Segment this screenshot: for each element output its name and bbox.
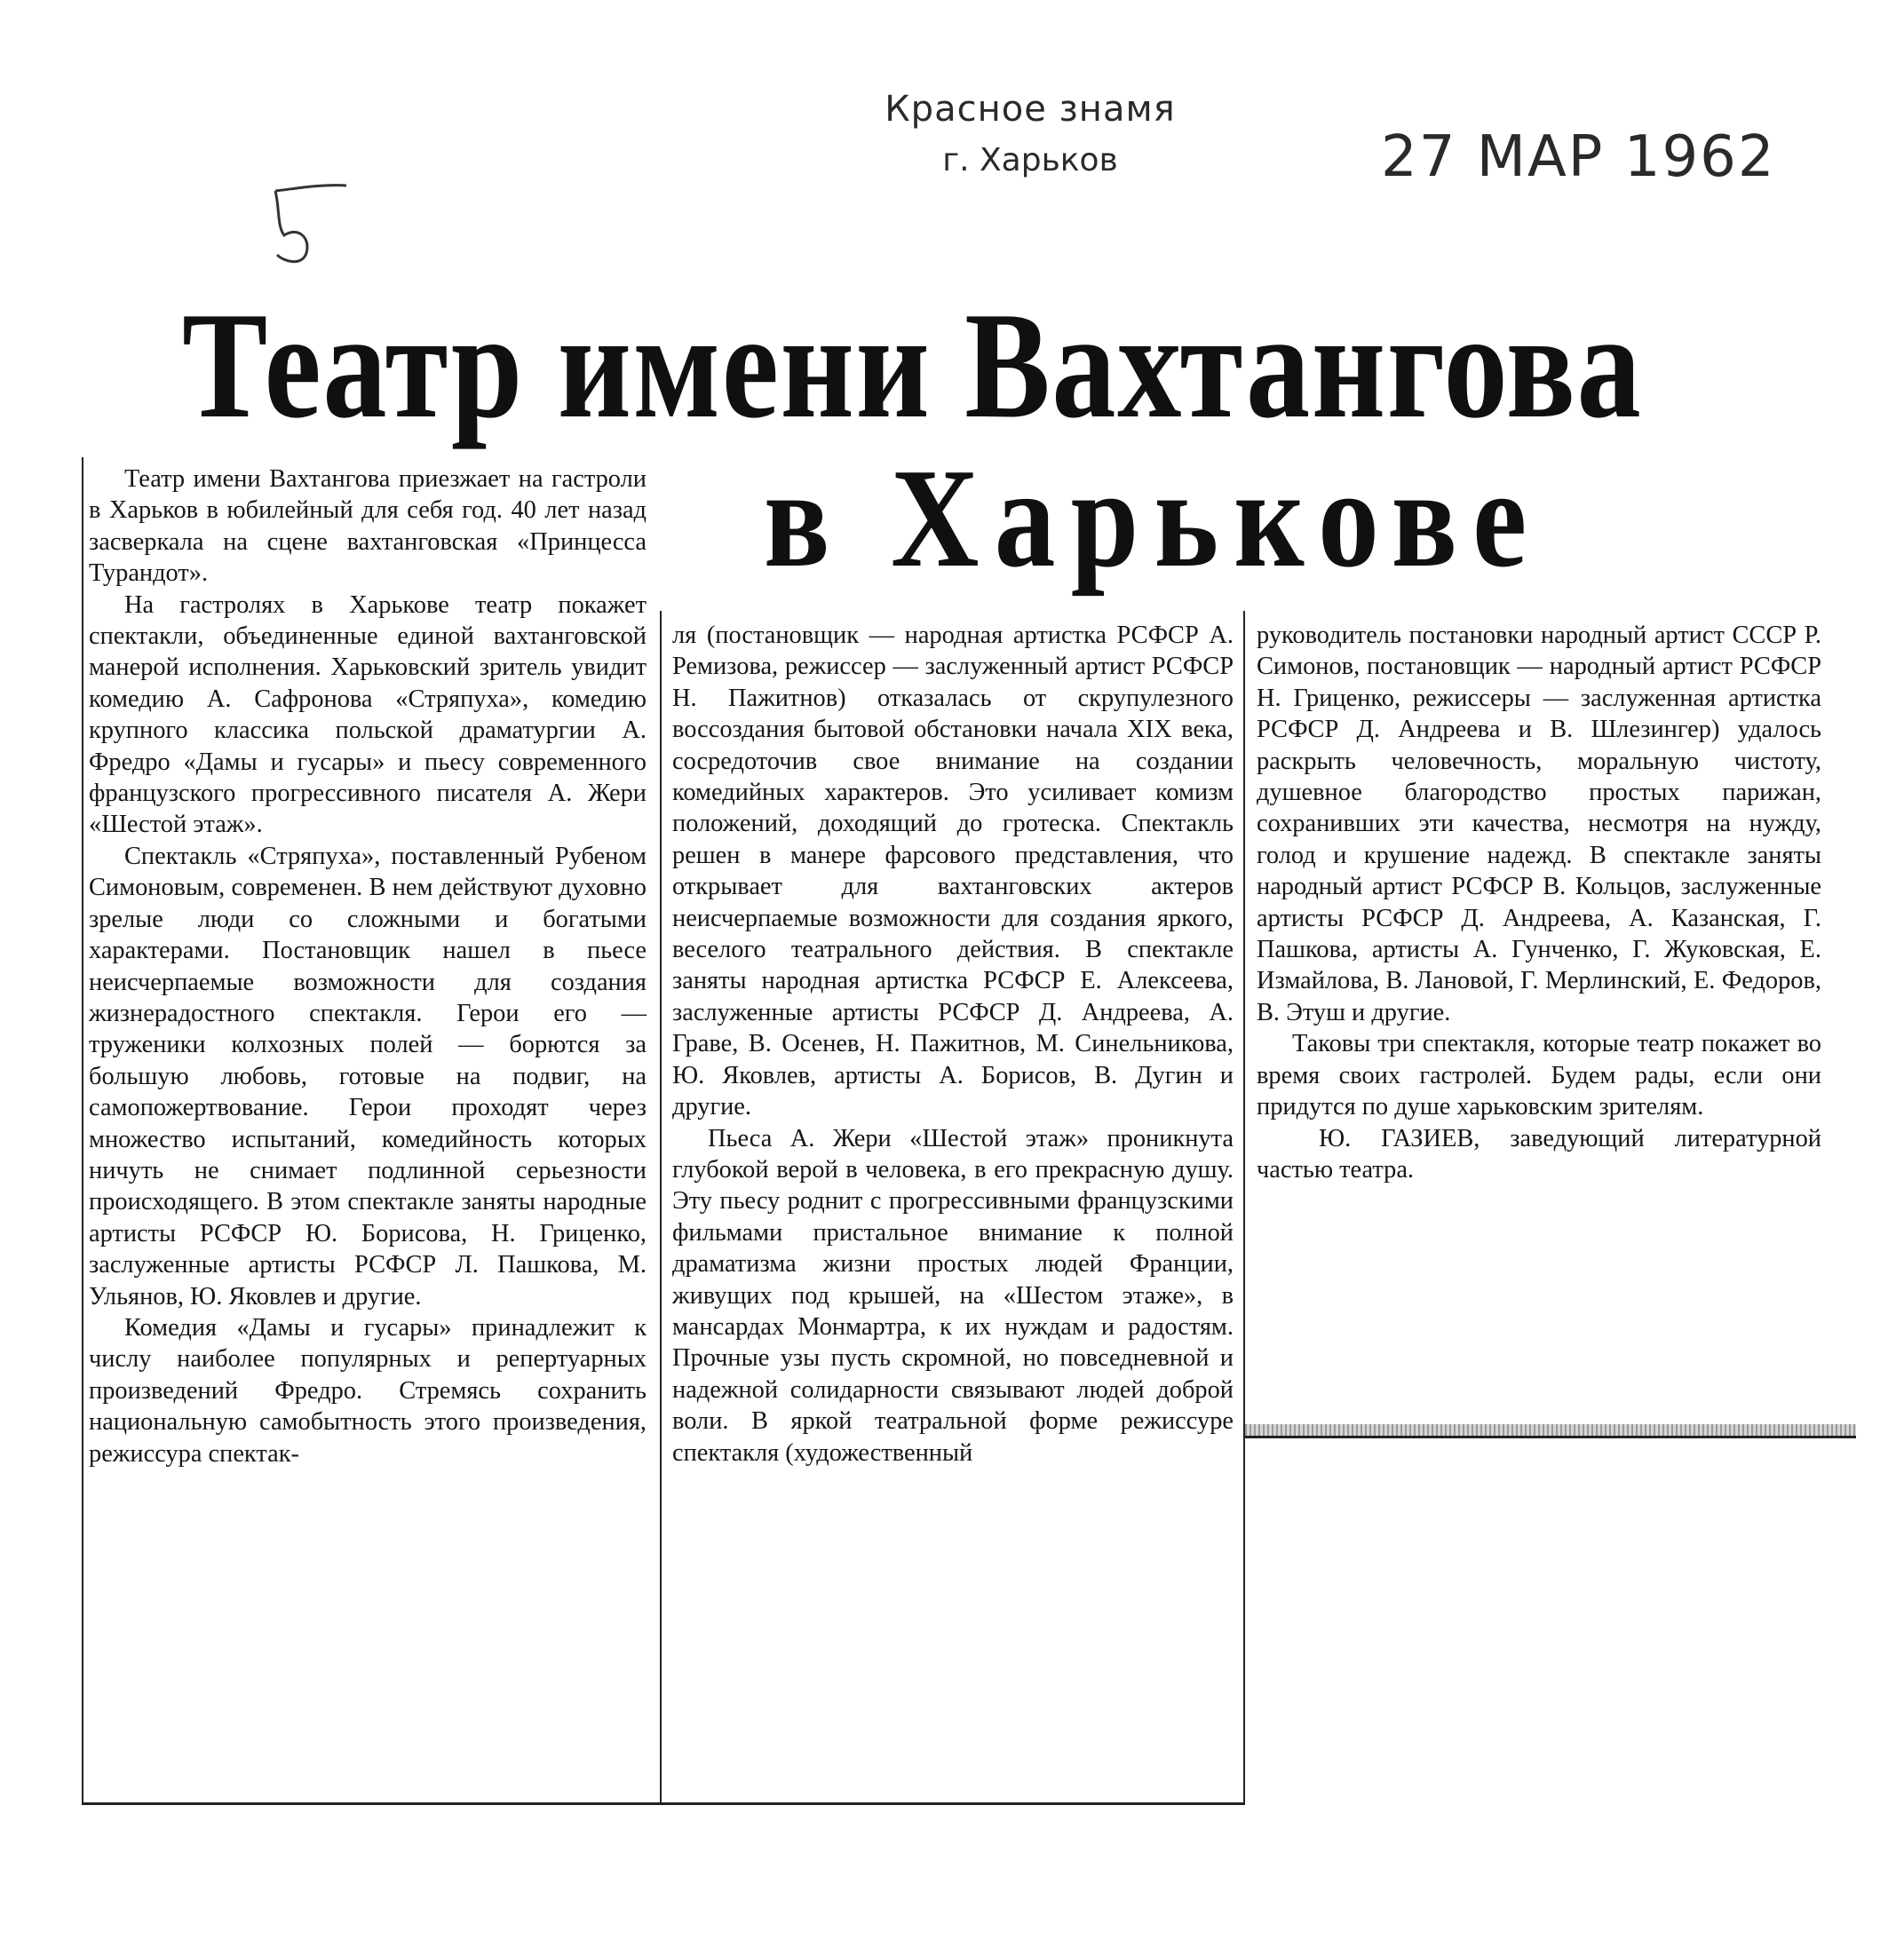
author-signature: Ю. ГАЗИЕВ, заведующий литературной частью театра. [1257,1124,1821,1184]
column-divider-1 [660,611,662,1802]
date-stamp: 27 МАР 1962 [1381,124,1776,190]
article-column-2 [672,620,1234,1469]
paragraph: руководитель постановки народный артист СССР Р. Симонов, постановщик — народный артист РСФСР Н. Гриценко, режиссеры — заслуженная артистка РСФСР Д. Андреева и В. Шлезингер) удалось раскрыть человечность, моральную чистоту, душевное благородство простых парижан, сохранивших эти качества, несмотря на нужду, голод и крушение надежд. В спектакле заняты народный артист РСФСР В. Кольцов, заслуженные артисты РСФСР Д. Андреева, А. Казанская, Г. Пашкова, артисты А. Гунченко, Г. Жуковская, Е. Измайлова, В. Лановой, Г. Мерлинский, Е. Федоров, В. Этуш и другие. [1257,622,1821,1026]
paragraph: Театр имени Вахтангова приезжает на гастроли в Харьков в юбилейный для себя год. 40 лет назад засверкала на сцене вахтанговская «Принцесса Турандот». [89,465,647,588]
paragraph: Пьеса А. Жери «Шестой этаж» проникнута глубокой верой в человека, в его прекрасную душу. Эту пьесу роднит с прогрессивными французскими фильмами пристальное внимание к полной драматизма жизни простых людей Франции, живущих под крышей, на «Шестом этаже», в мансардах Монмартра, к их нуждам и радостям. Прочные узы пусть скромной, но повседневной и надежной солидарности связывают людей доброй воли. В яркой театральной форме режиссуре спектакля (художественный [672,1124,1234,1467]
paragraph: Спектакль «Стряпуха», поставленный Рубеном Симоновым, современен. В нем действуют духовно зрелые люди со сложными и богатыми характерами. Постановщик нашел в пьесе неисчерпаемые возможности для создания жизнерадостного спектакля. Герои его — труженики колхозных полей — борются за большую любовь, готовые на подвиг, на самопожертвование. Герои проходят через множество испытаний, комедийность которых ничуть не снимает подлинной серьезности происходящего. В этом спектакле заняты народные артисты РСФСР Ю. Борисова, Н. Гриценко, заслуженные артисты РСФСР Л. Пашкова, М. Ульянов, Ю. Яковлев и другие. [89,842,647,1311]
handwritten-mark-icon [258,173,355,271]
paragraph: ля (постановщик — народная артистка РСФСР А. Ремизова, режиссер — заслуженный артист РСФСР Н. Пажитнов) отказалась от скрупулезного воссоздания бытовой обстановки начала XIX века, сосредоточив свое внимание на создании комедийных характеров. Это усиливает комизм положений, доходящий до гротеска. Спектакль решен в манере фарсового представления, что открывает для вахтанговских актеров неисчерпаемые возможности для создания яркого, веселого театрального действия. В спектакле заняты народная артистка РСФСР Е. Алексеева, заслуженные артисты РСФСР Д. Андреева, А. Граве, В. Осенев, Н. Пажитнов, М. Синельникова, Ю. Яковлев, артисты А. Борисов, В. Дугин и другие. [672,622,1234,1121]
column-divider-2 [1243,611,1245,1802]
headline-line-2: в Харькове [764,439,1543,597]
column-3-bottom-rule [1243,1436,1856,1438]
article-bottom-rule [82,1802,1245,1805]
column-3-end-shade [1245,1424,1856,1436]
paragraph: Комедия «Дамы и гусары» принадлежит к числу наиболее популярных и репертуарных произведений Фредро. Стремясь сохранить национальную самобытность этого произведения, режиссура спектак- [89,1313,647,1468]
column-border-left [82,457,83,1803]
article-column-1 [89,463,647,1469]
headline-line-1: Театр имени Вахтангова [182,281,1643,450]
paragraph: На гастролях в Харькове театр покажет спектакли, объединенные единой вахтанговской манерой исполнения. Харьковский зритель увидит комедию А. Сафронова «Стряпуха», комедию крупного классика польской драматургии А. Фредро «Дамы и гусары» и пьесу современного французского прогрессивного писателя А. Жери «Шестой этаж». [89,590,647,839]
newspaper-city-stamp: г. Харьков [942,142,1118,178]
newspaper-name-stamp: Красное знамя [885,89,1176,130]
article-column-3 [1257,620,1821,1185]
paragraph: Таковы три спектакля, которые театр покажет во время своих гастролей. Будем рады, если они придутся по душе харьковским зрителям. [1257,1030,1821,1121]
